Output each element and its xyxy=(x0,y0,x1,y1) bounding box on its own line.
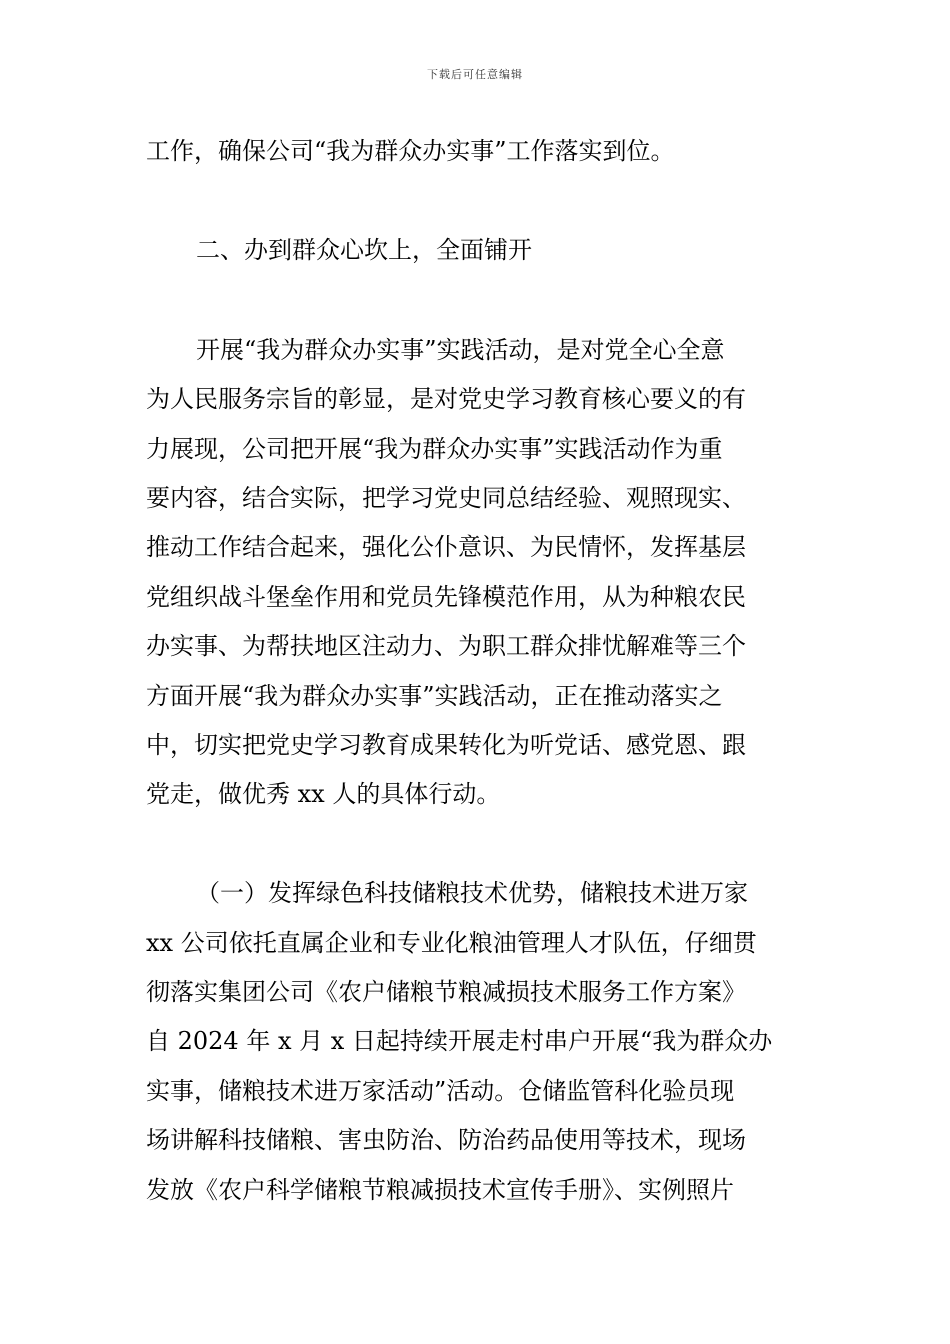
paragraph-line: 力展现，公司把开展“我为群众办实事”实践活动作为重 xyxy=(146,435,723,463)
paragraph-line: 方面开展“我为群众办实事”实践活动，正在推动落实之 xyxy=(146,682,723,710)
paragraph-line: 彻落实集团公司《农户储粮节粮减损技术服务工作方案》 xyxy=(146,978,746,1006)
section-heading: 二、办到群众心坎上，全面铺开 xyxy=(196,236,532,264)
paragraph-line: 要内容，结合实际，把学习党史同总结经验、观照现实、 xyxy=(146,484,746,512)
paragraph-line: 办实事、为帮扶地区注动力、为职工群众排忧解难等三个 xyxy=(146,632,746,660)
paragraph-line: 实事，储粮技术进万家活动”活动。仓储监管科化验员现 xyxy=(146,1077,735,1105)
header-note: 下载后可任意编辑 xyxy=(427,68,523,81)
paragraph-line: 党组织战斗堡垒作用和党员先锋模范作用，从为种粮农民 xyxy=(146,583,746,611)
paragraph-line: xx 公司依托直属企业和专业化粮油管理人才队伍，仔细贯 xyxy=(146,929,757,957)
paragraph-line: 工作，确保公司“我为群众办实事”工作落实到位。 xyxy=(146,137,675,165)
paragraph-line: 场讲解科技储粮、害虫防治、防治药品使用等技术，现场 xyxy=(146,1126,746,1154)
paragraph-line: 发放《农户科学储粮节粮减损技术宣传手册》、实例照片 xyxy=(146,1176,734,1204)
paragraph-line: 推动工作结合起来，强化公仆意识、为民情怀，发挥基层 xyxy=(146,533,746,561)
paragraph-line: 自 2024 年 x 月 x 日起持续开展走村串户开展“我为群众办 xyxy=(146,1027,773,1055)
paragraph-line: 为人民服务宗旨的彰显，是对党史学习教育核心要义的有 xyxy=(146,385,746,413)
subsection-heading: （一）发挥绿色科技储粮技术优势，储粮技术进万家 xyxy=(196,879,748,907)
paragraph-line: 党走，做优秀 xx 人的具体行动。 xyxy=(146,780,501,808)
paragraph-line: 中，切实把党史学习教育成果转化为听党话、感党恩、跟 xyxy=(146,731,746,759)
paragraph-line: 开展“我为群众办实事”实践活动，是对党全心全意 xyxy=(196,336,725,364)
